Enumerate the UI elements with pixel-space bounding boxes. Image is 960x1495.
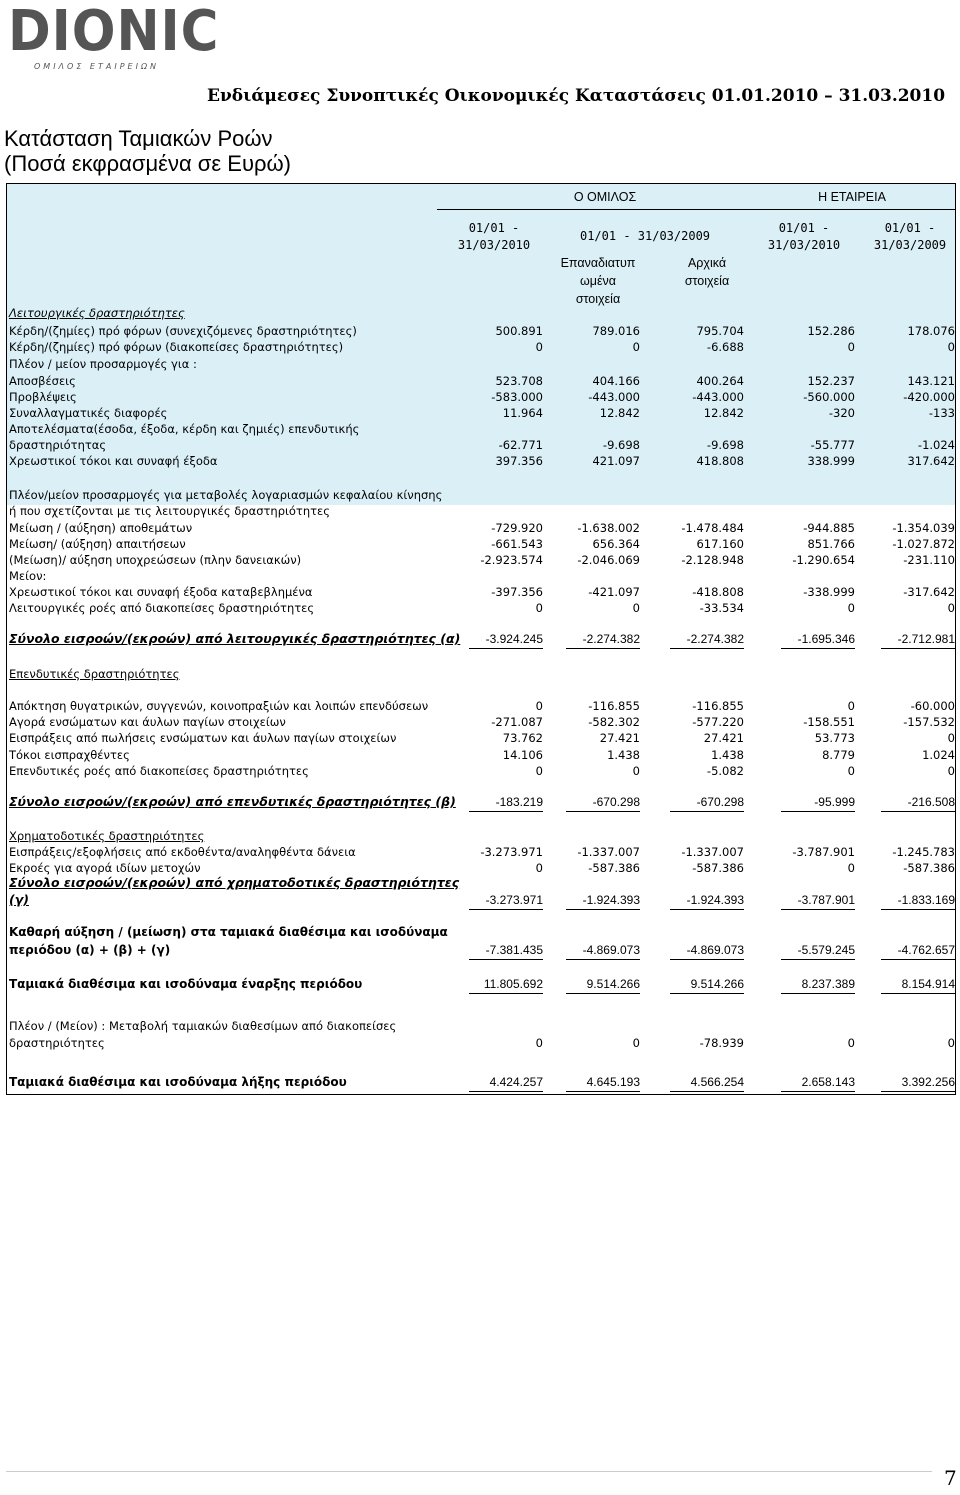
row-value: -1.290.654	[792, 553, 855, 567]
total-underline	[881, 1091, 955, 1092]
row-value: 53.773	[814, 731, 855, 745]
row-label: Αποσβέσεις	[9, 374, 76, 388]
row-value: 0	[535, 340, 543, 354]
row-value: 0	[947, 601, 955, 615]
row-value: -2.046.069	[577, 553, 640, 567]
row-value: 397.356	[495, 454, 543, 468]
row-value: 421.097	[592, 454, 640, 468]
cash-flow-table	[6, 183, 956, 1095]
row-label: δραστηριότητες	[9, 1036, 105, 1050]
row-value: -183.219	[495, 795, 543, 809]
row-label: Πλέον / μείον προσαρμογές για :	[9, 357, 197, 371]
total-underline	[566, 648, 640, 649]
header-rule	[437, 209, 955, 210]
total-underline	[670, 909, 744, 910]
row-value: 795.704	[696, 324, 744, 338]
total-underline	[469, 648, 543, 649]
row-value: 152.286	[807, 324, 855, 338]
row-value: -4.869.073	[686, 943, 744, 957]
row-label: Τόκοι εισπραχθέντες	[9, 748, 130, 762]
row-value: -1.354.039	[892, 521, 955, 535]
row-value: 0	[632, 1036, 640, 1050]
row-value: -670.298	[592, 795, 640, 809]
total-underline	[881, 909, 955, 910]
row-label: Κέρδη/(ζημίες) πρό φόρων (διακοπείσες δραστηριότητες)	[9, 340, 344, 354]
row-value: -133	[928, 406, 955, 420]
row-value: -2.128.948	[681, 553, 744, 567]
total-underline	[881, 811, 955, 812]
row-value: -2.923.574	[480, 553, 543, 567]
report-header-title: Ενδιάμεσες Συνοπτικές Οικονομικές Καταστάσεις 01.01.2010 – 31.03.2010	[207, 86, 946, 106]
total-underline	[781, 909, 855, 910]
row-value: -2.274.382	[686, 632, 744, 646]
row-value: 4.424.257	[489, 1075, 543, 1089]
row-label: Μείωση/ (αύξηση) απαιτήσεων	[9, 537, 186, 551]
row-value: -3.924.245	[485, 632, 543, 646]
row-value: -1.695.346	[797, 632, 855, 646]
row-value: 9.514.266	[586, 977, 640, 991]
row-value: -231.110	[903, 553, 955, 567]
row-value: 14.106	[502, 748, 543, 762]
column-header-company-2009: 01/01 - 31/03/2009	[873, 221, 947, 252]
row-value: -560.000	[803, 390, 855, 404]
statement-title-line-1: Κατάσταση Ταμιακών Ροών	[4, 126, 273, 151]
row-value: 178.076	[907, 324, 955, 338]
total-underline	[566, 909, 640, 910]
total-underline	[469, 811, 543, 812]
row-value: -661.543	[491, 537, 543, 551]
total-underline	[781, 811, 855, 812]
total-underline	[469, 909, 543, 910]
row-value: -397.356	[491, 585, 543, 599]
row-value: 0	[535, 699, 543, 713]
row-value: -587.386	[903, 861, 955, 875]
row-value: -116.855	[692, 699, 744, 713]
row-label: Απόκτηση θυγατρικών, συγγενών, κοινοπραξιών και λοιπών επενδύσεων	[9, 699, 429, 713]
row-value: 0	[535, 601, 543, 615]
row-label: Συναλλαγματικές διαφορές	[9, 406, 168, 420]
total-underline	[781, 993, 855, 994]
row-value: -271.087	[491, 715, 543, 729]
row-value: -1.478.484	[681, 521, 744, 535]
row-value: 1.438	[711, 748, 744, 762]
total-underline	[469, 993, 543, 994]
row-value: -1.027.872	[892, 537, 955, 551]
page-number: 7	[944, 1466, 957, 1490]
row-value: -158.551	[803, 715, 855, 729]
row-value: 0	[847, 764, 855, 778]
row-label: Λειτουργικές ροές από διακοπείσες δραστηριότητες	[9, 601, 315, 615]
logo-wordmark: DIONIC	[8, 0, 220, 64]
row-value: -157.532	[903, 715, 955, 729]
row-value: 0	[947, 764, 955, 778]
row-value: 0	[535, 861, 543, 875]
row-label: Αποτελέσματα(έσοδα, έξοδα, κέρδη και ζημιές) επενδυτικής	[9, 422, 360, 436]
row-value: 3.392.256	[901, 1075, 955, 1089]
row-value: 404.166	[592, 374, 640, 388]
row-value: 0	[847, 699, 855, 713]
statement-title-line-2: (Ποσά εκφρασμένα σε Ευρώ)	[4, 151, 292, 176]
row-value: 0	[947, 340, 955, 354]
row-label: Μείωση / (αύξηση) αποθεμάτων	[9, 521, 193, 535]
total-underline	[781, 648, 855, 649]
row-label: Σύνολο εισροών/(εκροών) από χρηματοδοτικές δραστηριότητες	[9, 875, 460, 890]
row-value: -577.220	[692, 715, 744, 729]
row-value: 317.642	[907, 454, 955, 468]
row-value: 12.842	[703, 406, 744, 420]
column-subheader-original: Αρχικά στοιχεία	[684, 256, 730, 288]
row-value: -60.000	[910, 699, 955, 713]
row-value: 0	[632, 340, 640, 354]
row-value: -1.337.007	[577, 845, 640, 859]
total-underline	[566, 993, 640, 994]
row-value: 0	[847, 1036, 855, 1050]
column-header-group-2010: 01/01 - 31/03/2010	[457, 221, 531, 252]
row-value: -320	[828, 406, 855, 420]
row-value: -6.688	[706, 340, 744, 354]
row-value: 523.708	[495, 374, 543, 388]
total-underline	[781, 1091, 855, 1092]
row-label: Κέρδη/(ζημίες) πρό φόρων (συνεχιζόμενες δραστηριότητες)	[9, 324, 357, 338]
total-underline	[469, 959, 543, 960]
row-value: -587.386	[692, 861, 744, 875]
row-value: -78.939	[699, 1036, 744, 1050]
row-value: -420.000	[903, 390, 955, 404]
row-value: -670.298	[696, 795, 744, 809]
row-value: 500.891	[495, 324, 543, 338]
total-underline	[881, 648, 955, 649]
row-value: 8.237.389	[801, 977, 855, 991]
total-underline	[566, 1091, 640, 1092]
row-value: -3.787.901	[797, 893, 855, 907]
row-value: -1.638.002	[577, 521, 640, 535]
column-header-group-2009: 01/01 - 31/03/2009	[579, 229, 711, 243]
row-label: Χρεωστικοί τόκοι και συναφή έξοδα	[9, 454, 218, 468]
row-value: -587.386	[588, 861, 640, 875]
row-value: -418.808	[692, 585, 744, 599]
row-value: -583.000	[491, 390, 543, 404]
row-value: -33.534	[699, 601, 744, 615]
column-subheader-restated: Επαναδιατυπ ωμένα στοιχεία	[560, 256, 636, 306]
row-value: 152.237	[807, 374, 855, 388]
row-value: 0	[535, 1036, 543, 1050]
row-value: 0	[847, 340, 855, 354]
row-value: 0	[947, 1036, 955, 1050]
row-value: 0	[847, 601, 855, 615]
row-label: (Μείωση)/ αύξηση υποχρεώσεων (πλην δανειακών)	[9, 553, 302, 567]
row-label: Προβλέψεις	[9, 390, 77, 404]
row-value: -317.642	[903, 585, 955, 599]
row-label: περιόδου (α) + (β) + (γ)	[9, 943, 171, 957]
row-label: Ταμιακά διαθέσιμα και ισοδύναμα έναρξης περιόδου	[9, 977, 363, 991]
row-value: 338.999	[807, 454, 855, 468]
row-value: -421.097	[588, 585, 640, 599]
total-underline	[670, 993, 744, 994]
row-value: 789.016	[592, 324, 640, 338]
row-label: Χρεωστικοί τόκοι και συναφή έξοδα καταβεβλημένα	[9, 585, 313, 599]
row-value: 400.264	[696, 374, 744, 388]
row-value: -7.381.435	[485, 943, 543, 957]
row-value: 11.805.692	[483, 977, 543, 991]
row-value: 12.842	[599, 406, 640, 420]
row-label: Αγορά ενσώματων και άυλων παγίων στοιχείων	[9, 715, 286, 729]
row-value: 656.364	[592, 537, 640, 551]
row-value: -3.273.971	[480, 845, 543, 859]
row-value: -2.274.382	[582, 632, 640, 646]
row-value: 851.766	[807, 537, 855, 551]
row-value: -4.869.073	[582, 943, 640, 957]
row-label: Μείον:	[9, 569, 47, 583]
row-label: Πλέον/μείον προσαρμογές για μεταβολές λογαριασμών κεφαλαίου κίνησης	[9, 488, 443, 502]
row-value: 0	[947, 731, 955, 745]
row-value: 143.121	[907, 374, 955, 388]
row-value: 1.438	[607, 748, 640, 762]
row-value: 11.964	[502, 406, 543, 420]
row-label: Εισπράξεις/εξοφλήσεις από εκδοθέντα/αναληφθέντα δάνεια	[9, 845, 356, 859]
total-underline	[670, 1091, 744, 1092]
row-label: δραστηριότητας	[9, 438, 107, 452]
total-underline	[670, 648, 744, 649]
total-underline	[881, 959, 955, 960]
total-underline	[881, 993, 955, 994]
row-label: Ταμιακά διαθέσιμα και ισοδύναμα λήξης περιόδου	[9, 1075, 347, 1089]
row-value: 9.514.266	[690, 977, 744, 991]
row-value: 0	[535, 764, 543, 778]
row-value: -2.712.981	[897, 632, 955, 646]
row-label: (γ)	[9, 892, 29, 907]
row-value: 4.566.254	[690, 1075, 744, 1089]
total-underline	[469, 1091, 543, 1092]
row-label: ή που σχετίζονται με τις λειτουργικές δραστηριότητες	[9, 504, 331, 518]
row-value: -5.082	[706, 764, 744, 778]
logo-tagline: ΟΜΙΛΟΣ ΕΤΑΙΡΕΙΩΝ	[34, 62, 160, 71]
row-value: -95.999	[814, 795, 855, 809]
row-value: -3.787.901	[792, 845, 855, 859]
total-underline	[781, 959, 855, 960]
row-value: -944.885	[803, 521, 855, 535]
total-underline	[670, 959, 744, 960]
row-value: -1.924.393	[582, 893, 640, 907]
row-value: 418.808	[696, 454, 744, 468]
row-value: -116.855	[588, 699, 640, 713]
row-value: -1.337.007	[681, 845, 744, 859]
statement-title	[4, 126, 291, 176]
row-value: 73.762	[502, 731, 543, 745]
row-label: Χρηματοδοτικές δραστηριότητες	[9, 829, 205, 843]
group-header-company: Η ΕΤΑΙΡΕΙΑ	[818, 190, 886, 204]
row-value: 8.154.914	[901, 977, 955, 991]
section-operating-title: Λειτουργικές δραστηριότητες	[9, 306, 185, 320]
row-value: 4.645.193	[586, 1075, 640, 1089]
total-underline	[566, 811, 640, 812]
footer-divider	[6, 1471, 932, 1472]
row-value: 8.779	[822, 748, 855, 762]
row-value: -1.833.169	[897, 893, 955, 907]
row-value: 2.658.143	[801, 1075, 855, 1089]
dionic-logo	[8, 0, 220, 76]
row-label: Επενδυτικές ροές από διακοπείσες δραστηριότητες	[9, 764, 309, 778]
total-underline	[566, 959, 640, 960]
row-value: -5.579.245	[797, 943, 855, 957]
row-value: 1.024	[922, 748, 955, 762]
row-value: 0	[847, 861, 855, 875]
row-value: 27.421	[599, 731, 640, 745]
row-value: -443.000	[588, 390, 640, 404]
row-value: -216.508	[907, 795, 955, 809]
row-value: -443.000	[692, 390, 744, 404]
row-value: -62.771	[498, 438, 543, 452]
row-label: Σύνολο εισροών/(εκροών) από επενδυτικές δραστηριότητες (β)	[9, 794, 456, 809]
total-underline	[670, 811, 744, 812]
row-value: -338.999	[803, 585, 855, 599]
row-value: 0	[632, 764, 640, 778]
column-header-company-2010: 01/01 - 31/03/2010	[767, 221, 841, 252]
row-label: Επενδυτικές δραστηριότητες	[9, 667, 180, 681]
row-value: -1.024	[917, 438, 955, 452]
row-label: Καθαρή αύξηση / (μείωση) στα ταμιακά διαθέσιμα και ισοδύναμα	[9, 925, 448, 939]
row-value: 0	[632, 601, 640, 615]
row-value: 27.421	[703, 731, 744, 745]
row-value: -582.302	[588, 715, 640, 729]
group-header-group: Ο ΟΜΙΛΟΣ	[573, 190, 637, 204]
row-value: -1.924.393	[686, 893, 744, 907]
row-label: Πλέον / (Μείον) : Μεταβολή ταμιακών διαθεσίμων από διακοπείσες	[9, 1019, 397, 1033]
row-value: -3.273.971	[485, 893, 543, 907]
row-value: -1.245.783	[892, 845, 955, 859]
row-label: Σύνολο εισροών/(εκροών) από λειτουργικές δραστηριότητες (α)	[9, 631, 461, 646]
row-label: Εισπράξεις από πωλήσεις ενσώματων και άυλων παγίων στοιχείων	[9, 731, 397, 745]
row-value: 617.160	[696, 537, 744, 551]
row-value: -9.698	[602, 438, 640, 452]
row-value: -9.698	[706, 438, 744, 452]
row-label: Εκροές για αγορά ιδίων μετοχών	[9, 861, 201, 875]
row-value: -729.920	[491, 521, 543, 535]
row-value: -4.762.657	[897, 943, 955, 957]
row-value: -55.777	[810, 438, 855, 452]
